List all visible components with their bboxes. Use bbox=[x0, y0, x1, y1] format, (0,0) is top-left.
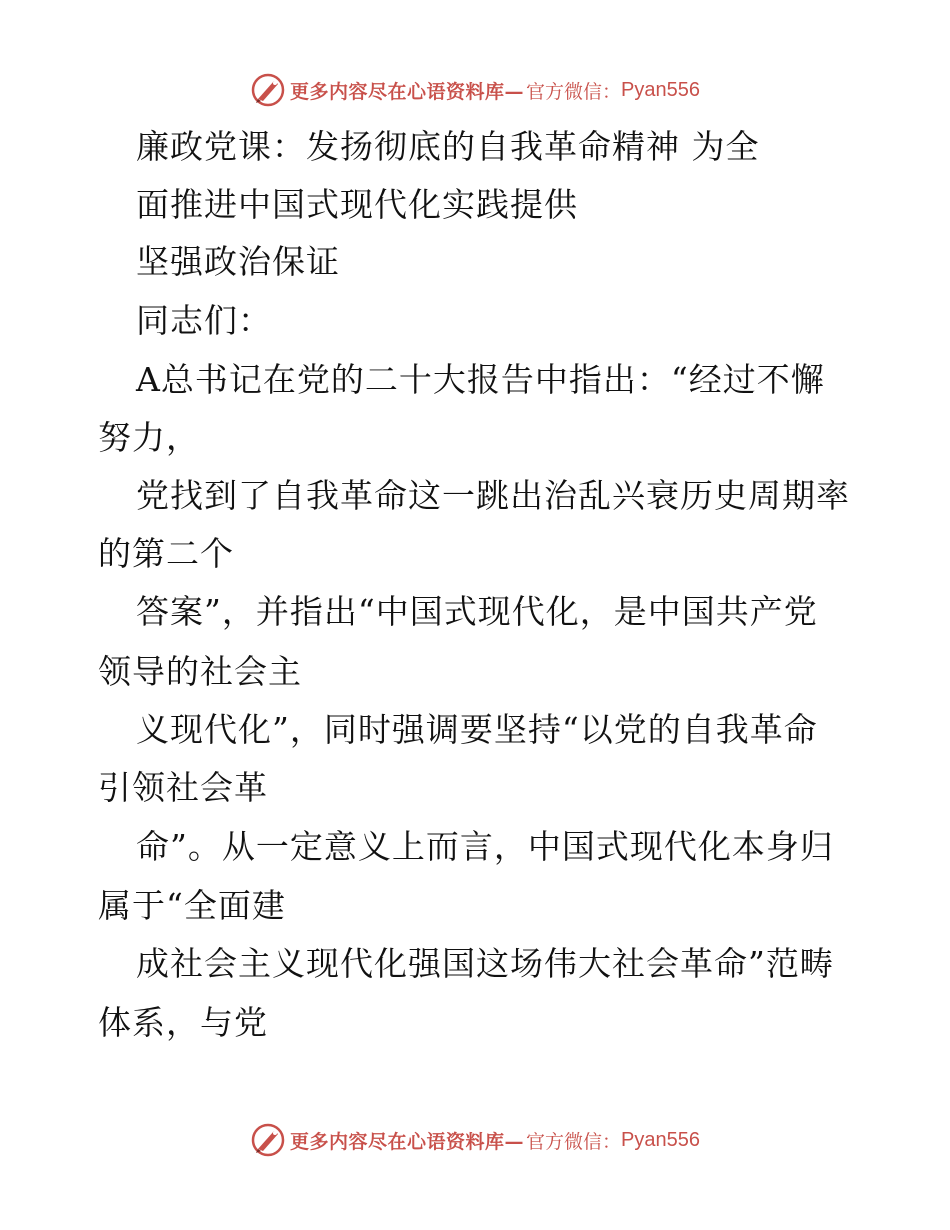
paragraph-line: 努力， bbox=[98, 418, 200, 457]
title-line-2: 面推进中国式现代化实践提供 bbox=[136, 185, 578, 224]
pen-logo-icon bbox=[250, 72, 286, 108]
watermark-wechat-id: Pyan556 bbox=[621, 78, 700, 101]
paragraph-line: 体系，与党 bbox=[98, 1003, 268, 1042]
paragraph-line: 的第二个 bbox=[98, 534, 234, 573]
paragraph-line: 党找到了自我革命这一跳出治乱兴衰历史周期率 bbox=[136, 476, 850, 515]
paragraph-line: 义现代化”，同时强调要坚持“以党的自我革命 bbox=[136, 710, 818, 749]
watermark-wechat-label: 官方微信： bbox=[526, 80, 622, 103]
header-watermark bbox=[0, 70, 950, 110]
watermark-wechat-label: 官方微信： bbox=[526, 1130, 622, 1153]
paragraph-line: 属于“全面建 bbox=[98, 886, 286, 925]
salutation: 同志们： bbox=[136, 301, 272, 340]
footer-watermark bbox=[0, 1120, 950, 1160]
watermark-text: 更多内容尽在心语资料库— bbox=[290, 80, 525, 103]
paragraph-line: 引领社会革 bbox=[98, 768, 268, 807]
watermark-wechat-id: Pyan556 bbox=[621, 1128, 700, 1151]
title-line-1: 廉政党课：发扬彻底的自我革命精神 为全 bbox=[136, 127, 760, 166]
paragraph-line: 成社会主义现代化强国这场伟大社会革命”范畴 bbox=[136, 944, 834, 983]
paragraph-line: A总书记在党的二十大报告中指出：“经过不懈 bbox=[136, 360, 825, 399]
paragraph-line: 命”。从一定意义上而言，中国式现代化本身归 bbox=[136, 827, 834, 866]
paragraph-line: 答案”，并指出“中国式现代化，是中国共产党 bbox=[136, 592, 818, 631]
watermark-text: 更多内容尽在心语资料库— bbox=[290, 1130, 525, 1153]
paragraph-line: 领导的社会主 bbox=[98, 652, 302, 691]
pen-logo-icon bbox=[250, 1122, 286, 1158]
title-line-3: 坚强政治保证 bbox=[136, 242, 340, 281]
